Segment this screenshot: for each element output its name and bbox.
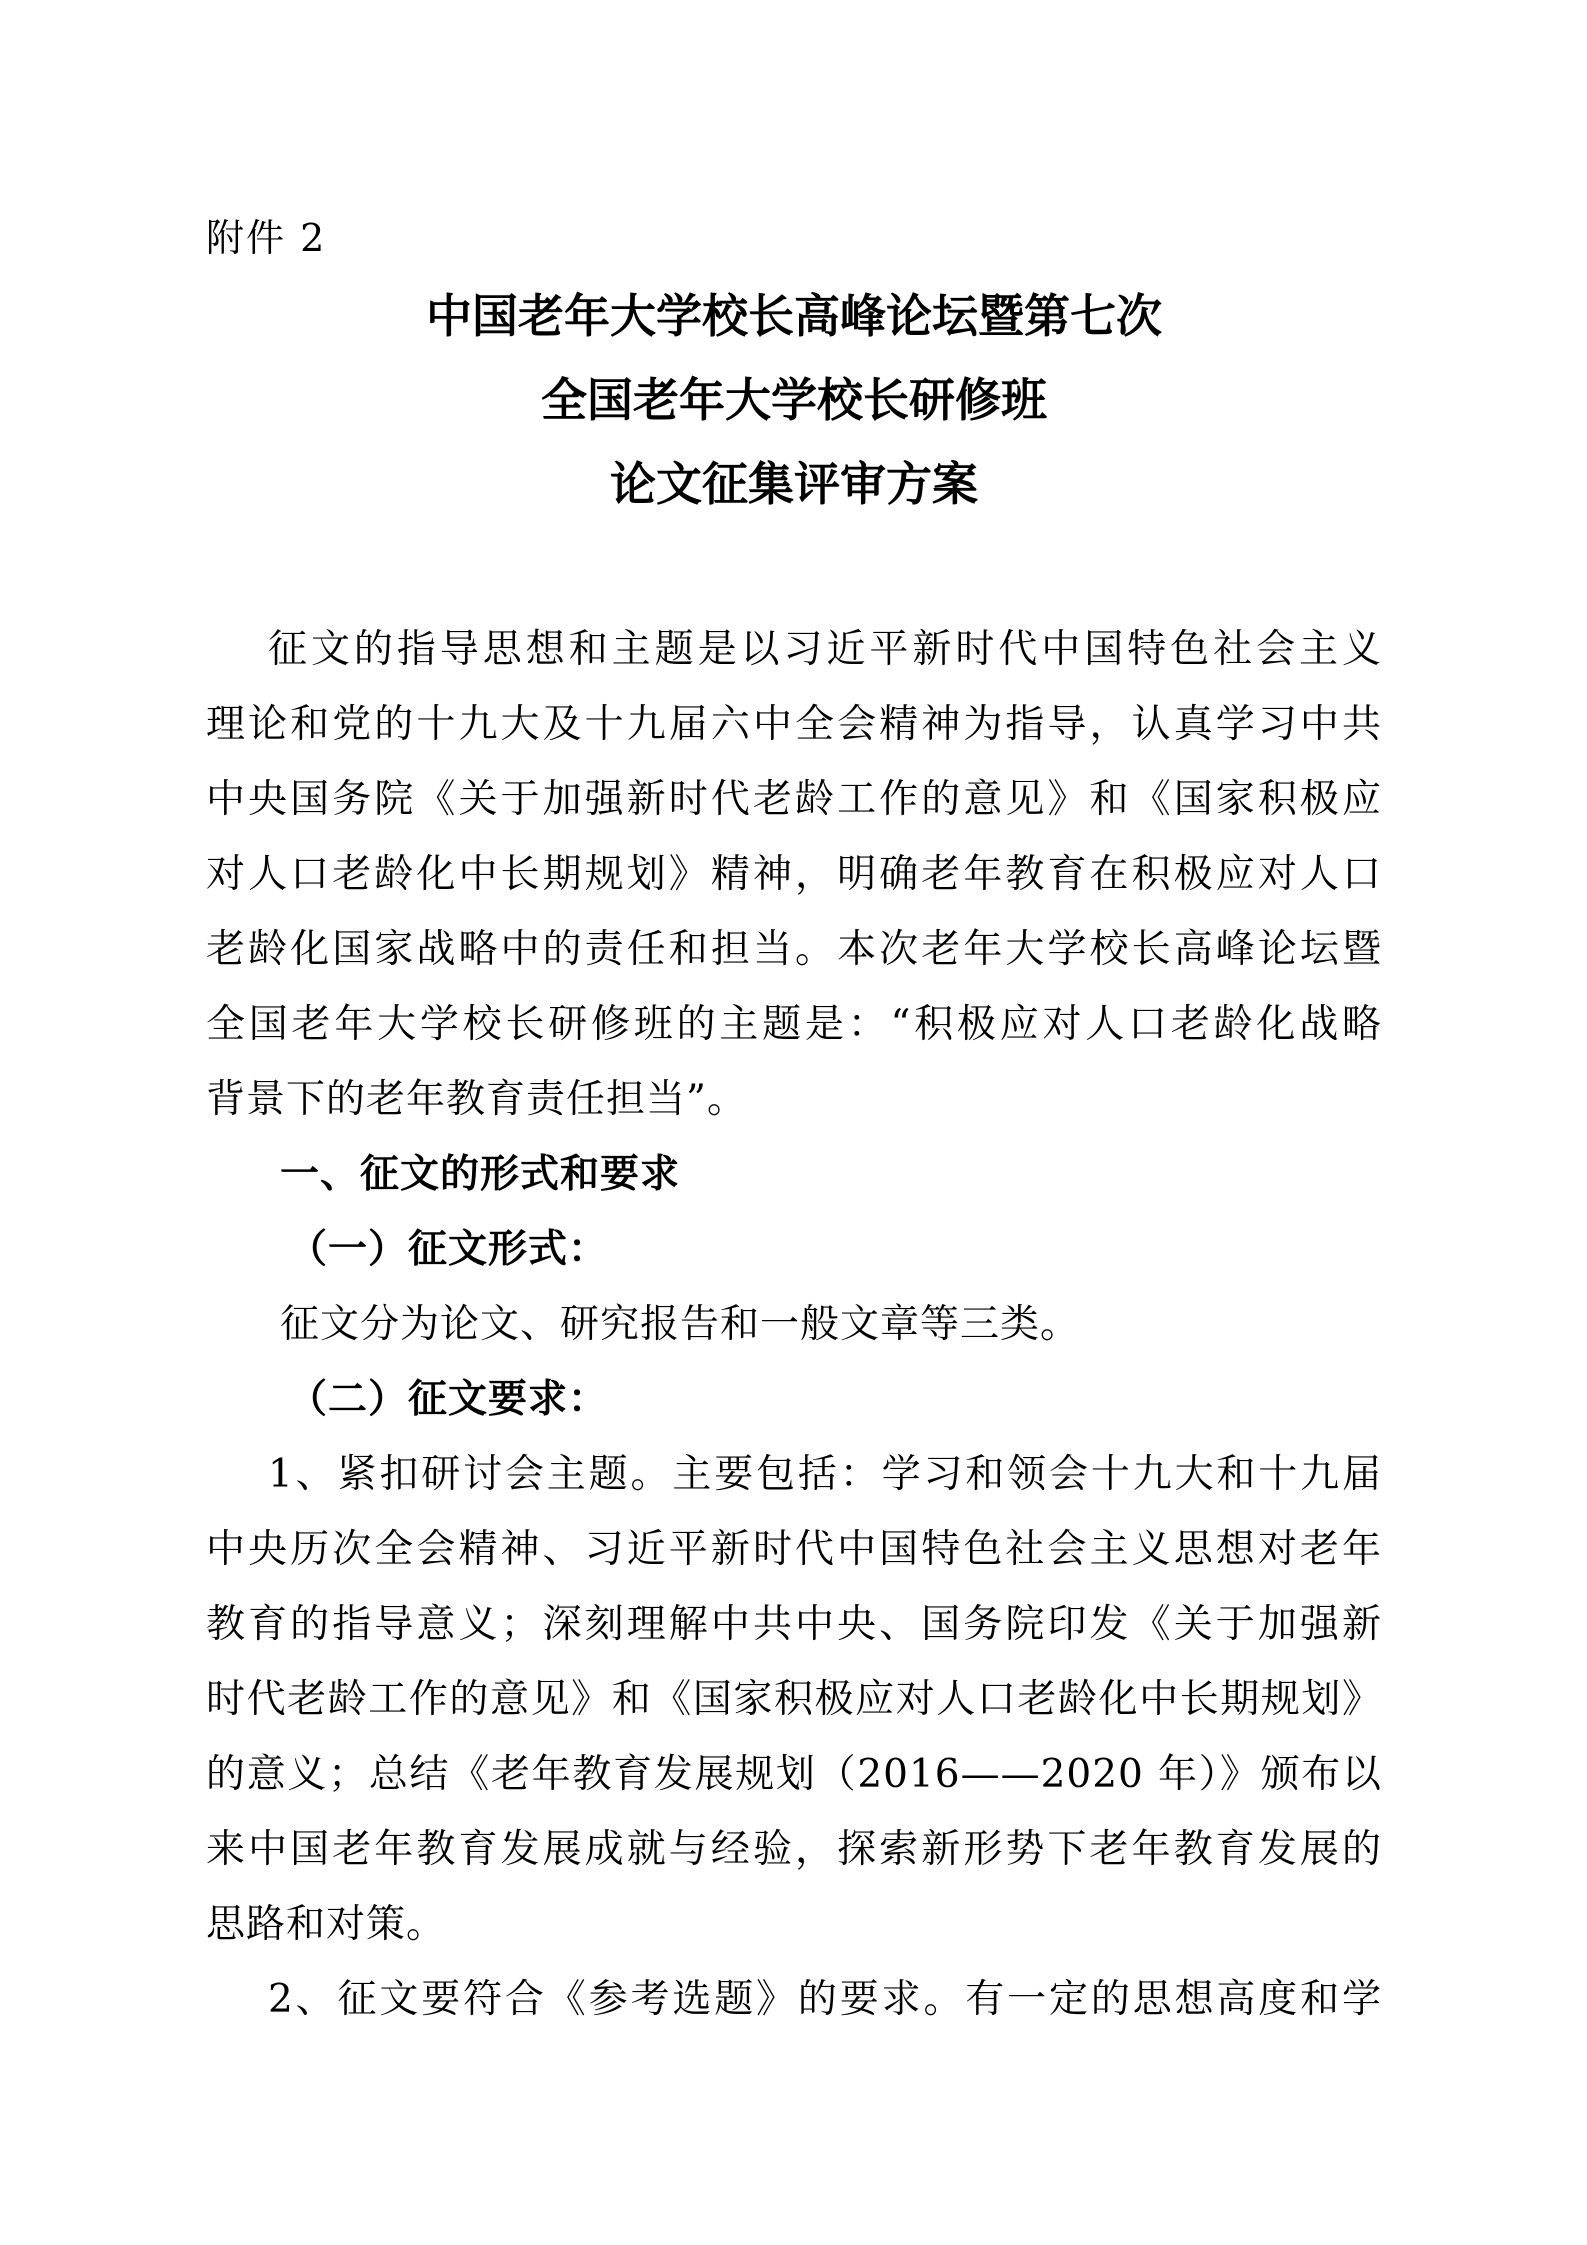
- item1-line: 中央历次全会精神、习近平新时代中国特色社会主义思想对老年: [206, 1527, 1382, 1572]
- item2-line: 2、征文要符合《参考选题》的要求。有一定的思想高度和学: [268, 1977, 1382, 2022]
- intro-line: 征文的指导思想和主题是以习近平新时代中国特色社会主义: [268, 627, 1382, 672]
- item1-line: 思路和对策。: [206, 1902, 447, 1947]
- item1-line: 来中国老年教育发展成就与经验，探索新形势下老年教育发展的: [206, 1827, 1382, 1872]
- item1-line: 1、紧扣研讨会主题。主要包括：学习和领会十九大和十九届: [268, 1452, 1382, 1497]
- intro-line: 理论和党的十九大及十九届六中全会精神为指导，认真学习中共: [206, 702, 1382, 747]
- intro-line: 全国老年大学校长研修班的主题是：“积极应对人口老龄化战略: [206, 1002, 1382, 1047]
- title-line-1: 中国老年大学校长高峰论坛暨第七次: [426, 289, 1162, 343]
- document-body: [206, 612, 1382, 2037]
- title-line-3: 论文征集评审方案: [610, 457, 978, 511]
- paragraph-text: 征文分为论文、研究报告和一般文章等三类。: [280, 1302, 1081, 1347]
- item1-line: 教育的指导意义；深刻理解中共中央、国务院印发《关于加强新: [206, 1602, 1382, 1647]
- subsection-heading: （一）征文形式：: [288, 1227, 609, 1272]
- attachment-label: 附件 2: [206, 216, 327, 260]
- subsection-heading: （二）征文要求：: [288, 1377, 609, 1422]
- section-heading: 一、征文的形式和要求: [280, 1152, 681, 1197]
- intro-line: 中央国务院《关于加强新时代老龄工作的意见》和《国家积极应: [206, 777, 1382, 822]
- intro-line: 对人口老龄化中长期规划》精神，明确老年教育在积极应对人口: [206, 852, 1382, 897]
- intro-line: 老龄化国家战略中的责任和担当。本次老年大学校长高峰论坛暨: [206, 927, 1382, 972]
- item1-line: 时代老龄工作的意见》和《国家积极应对人口老龄化中长期规划》: [206, 1677, 1382, 1722]
- intro-line: 背景下的老年教育责任担当”。: [206, 1077, 747, 1122]
- title-line-2: 全国老年大学校长研修班: [541, 373, 1047, 427]
- item1-line: 的意义；总结《老年教育发展规划（2016——2020 年）》颁布以: [206, 1752, 1382, 1797]
